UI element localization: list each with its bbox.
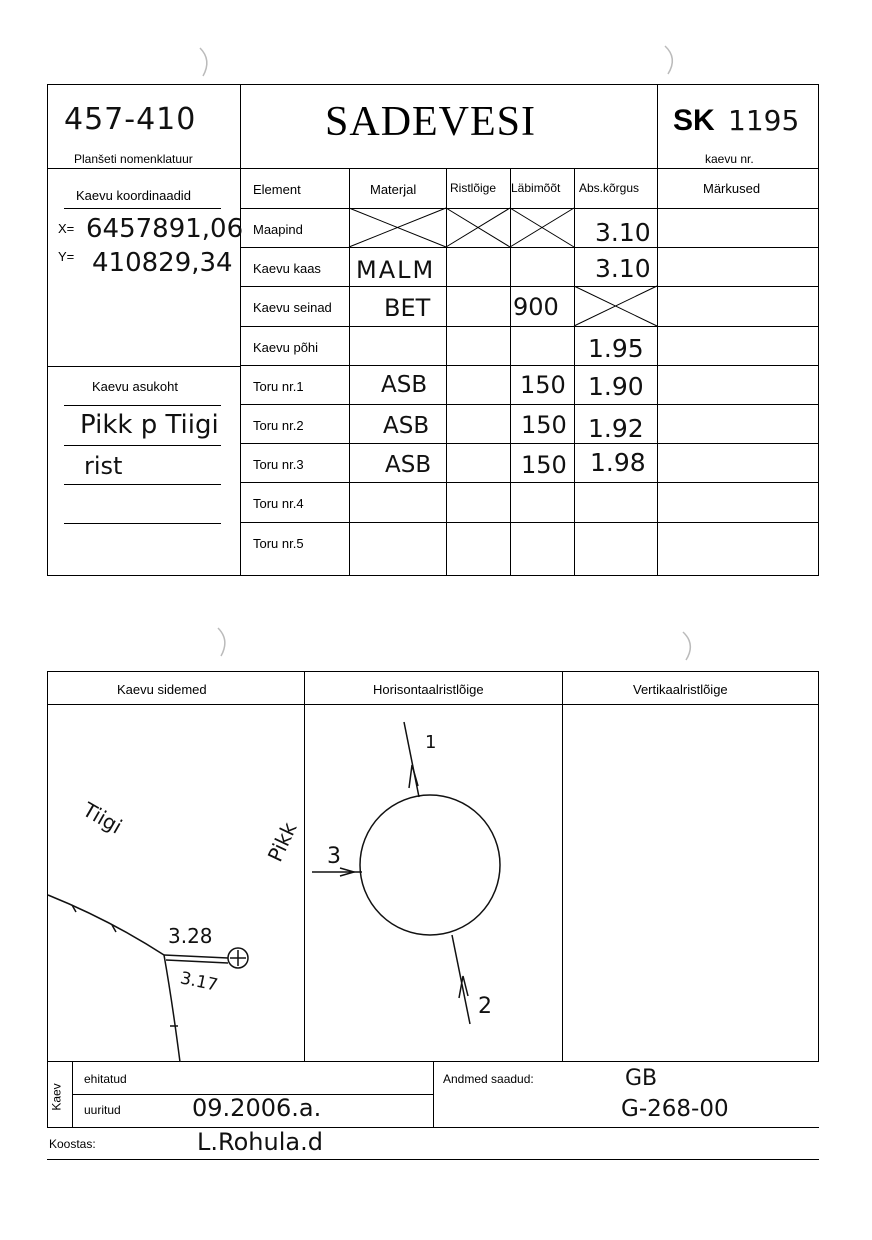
x-coordinate: 6457891,06 <box>86 214 244 244</box>
materjal-toru2: ASB <box>383 413 430 439</box>
labimoot-toru1: 150 <box>520 371 566 399</box>
abs-pohi: 1.95 <box>588 334 644 363</box>
col-header-abs: Abs.kõrgus <box>579 181 640 195</box>
materjal-toru1: ASB <box>381 372 428 398</box>
sheet-number-label: Planšeti nomenklatuur <box>74 152 193 166</box>
abs-kaas: 3.10 <box>595 254 651 283</box>
col-header-materjal: Materjal <box>370 182 417 197</box>
location-line-2: rist <box>84 452 123 480</box>
source-label: Andmed saadud: <box>443 1072 534 1086</box>
col-header-markused: Märkused <box>703 181 761 196</box>
labimoot-toru2: 150 <box>521 411 567 439</box>
abs-toru1: 1.90 <box>588 372 644 401</box>
table-row-label: Kaevu kaas <box>253 261 321 276</box>
kaev-side-label: Kaev <box>49 1083 64 1111</box>
materjal-toru3: ASB <box>385 452 432 478</box>
y-prefix: Y= <box>58 249 75 264</box>
surveyed-date: 09.2006.a. <box>192 1094 322 1122</box>
y-coordinate: 410829,34 <box>92 248 233 278</box>
table-row-label: Toru nr.4 <box>253 496 304 511</box>
pipe-label-2: 2 <box>478 994 492 1019</box>
built-label: ehitatud <box>84 1072 127 1086</box>
col-header-labimoot: Läbimõõt <box>511 181 561 195</box>
location-line-1: Pikk p Tiigi <box>80 410 219 440</box>
table-row-label: Toru nr.2 <box>253 418 304 433</box>
distance-1: 3.28 <box>168 924 213 948</box>
author-signature: L.Rohula.d <box>197 1128 323 1156</box>
page-title: SADEVESI <box>325 99 537 145</box>
materjal-seinad: BET <box>384 294 431 322</box>
pipe-label-1: 1 <box>425 732 437 753</box>
horisontaal-header: Horisontaalristlõige <box>373 682 484 697</box>
table-row-label: Toru nr.1 <box>253 379 304 394</box>
source-value-2: G-268-00 <box>621 1096 729 1122</box>
abs-toru3: 1.98 <box>590 448 646 477</box>
sheet-number: 457-410 <box>64 102 197 137</box>
pipe-label-3: 3 <box>327 844 341 869</box>
col-header-ristloige: Ristlõige <box>450 181 497 195</box>
table-row-label: Kaevu põhi <box>253 340 319 355</box>
source-value-1: GB <box>625 1066 658 1091</box>
abs-toru2: 1.92 <box>588 414 644 443</box>
labimoot-toru3: 150 <box>521 451 567 479</box>
labimoot-seinad: 900 <box>513 293 559 321</box>
distance-2: 3.17 <box>178 968 220 996</box>
table-row-label: Toru nr.3 <box>253 457 304 472</box>
col-header-element: Element <box>253 182 301 197</box>
abs-maapind: 3.10 <box>595 218 651 247</box>
well-number: 1195 <box>728 104 800 137</box>
table-row-label: Toru nr.5 <box>253 536 304 551</box>
bottom-card <box>47 671 819 1062</box>
location-label: Kaevu asukoht <box>92 379 179 394</box>
table-row-label: Maapind <box>253 222 303 237</box>
sidemed-header: Kaevu sidemed <box>117 682 207 697</box>
street-tiigi: Tiigi <box>78 797 127 839</box>
well-number-label: kaevu nr. <box>705 152 754 166</box>
surveyed-label: uuritud <box>84 1103 121 1117</box>
table-row-label: Kaevu seinad <box>253 300 332 315</box>
author-label: Koostas: <box>49 1137 96 1151</box>
well-prefix: SK <box>673 104 715 137</box>
x-prefix: X= <box>58 221 75 236</box>
street-pikk: Pikk <box>262 818 302 866</box>
vertikaal-header: Vertikaalristlõige <box>633 682 728 697</box>
coordinates-label: Kaevu koordinaadid <box>76 188 191 203</box>
materjal-kaas: MALM <box>356 256 436 284</box>
